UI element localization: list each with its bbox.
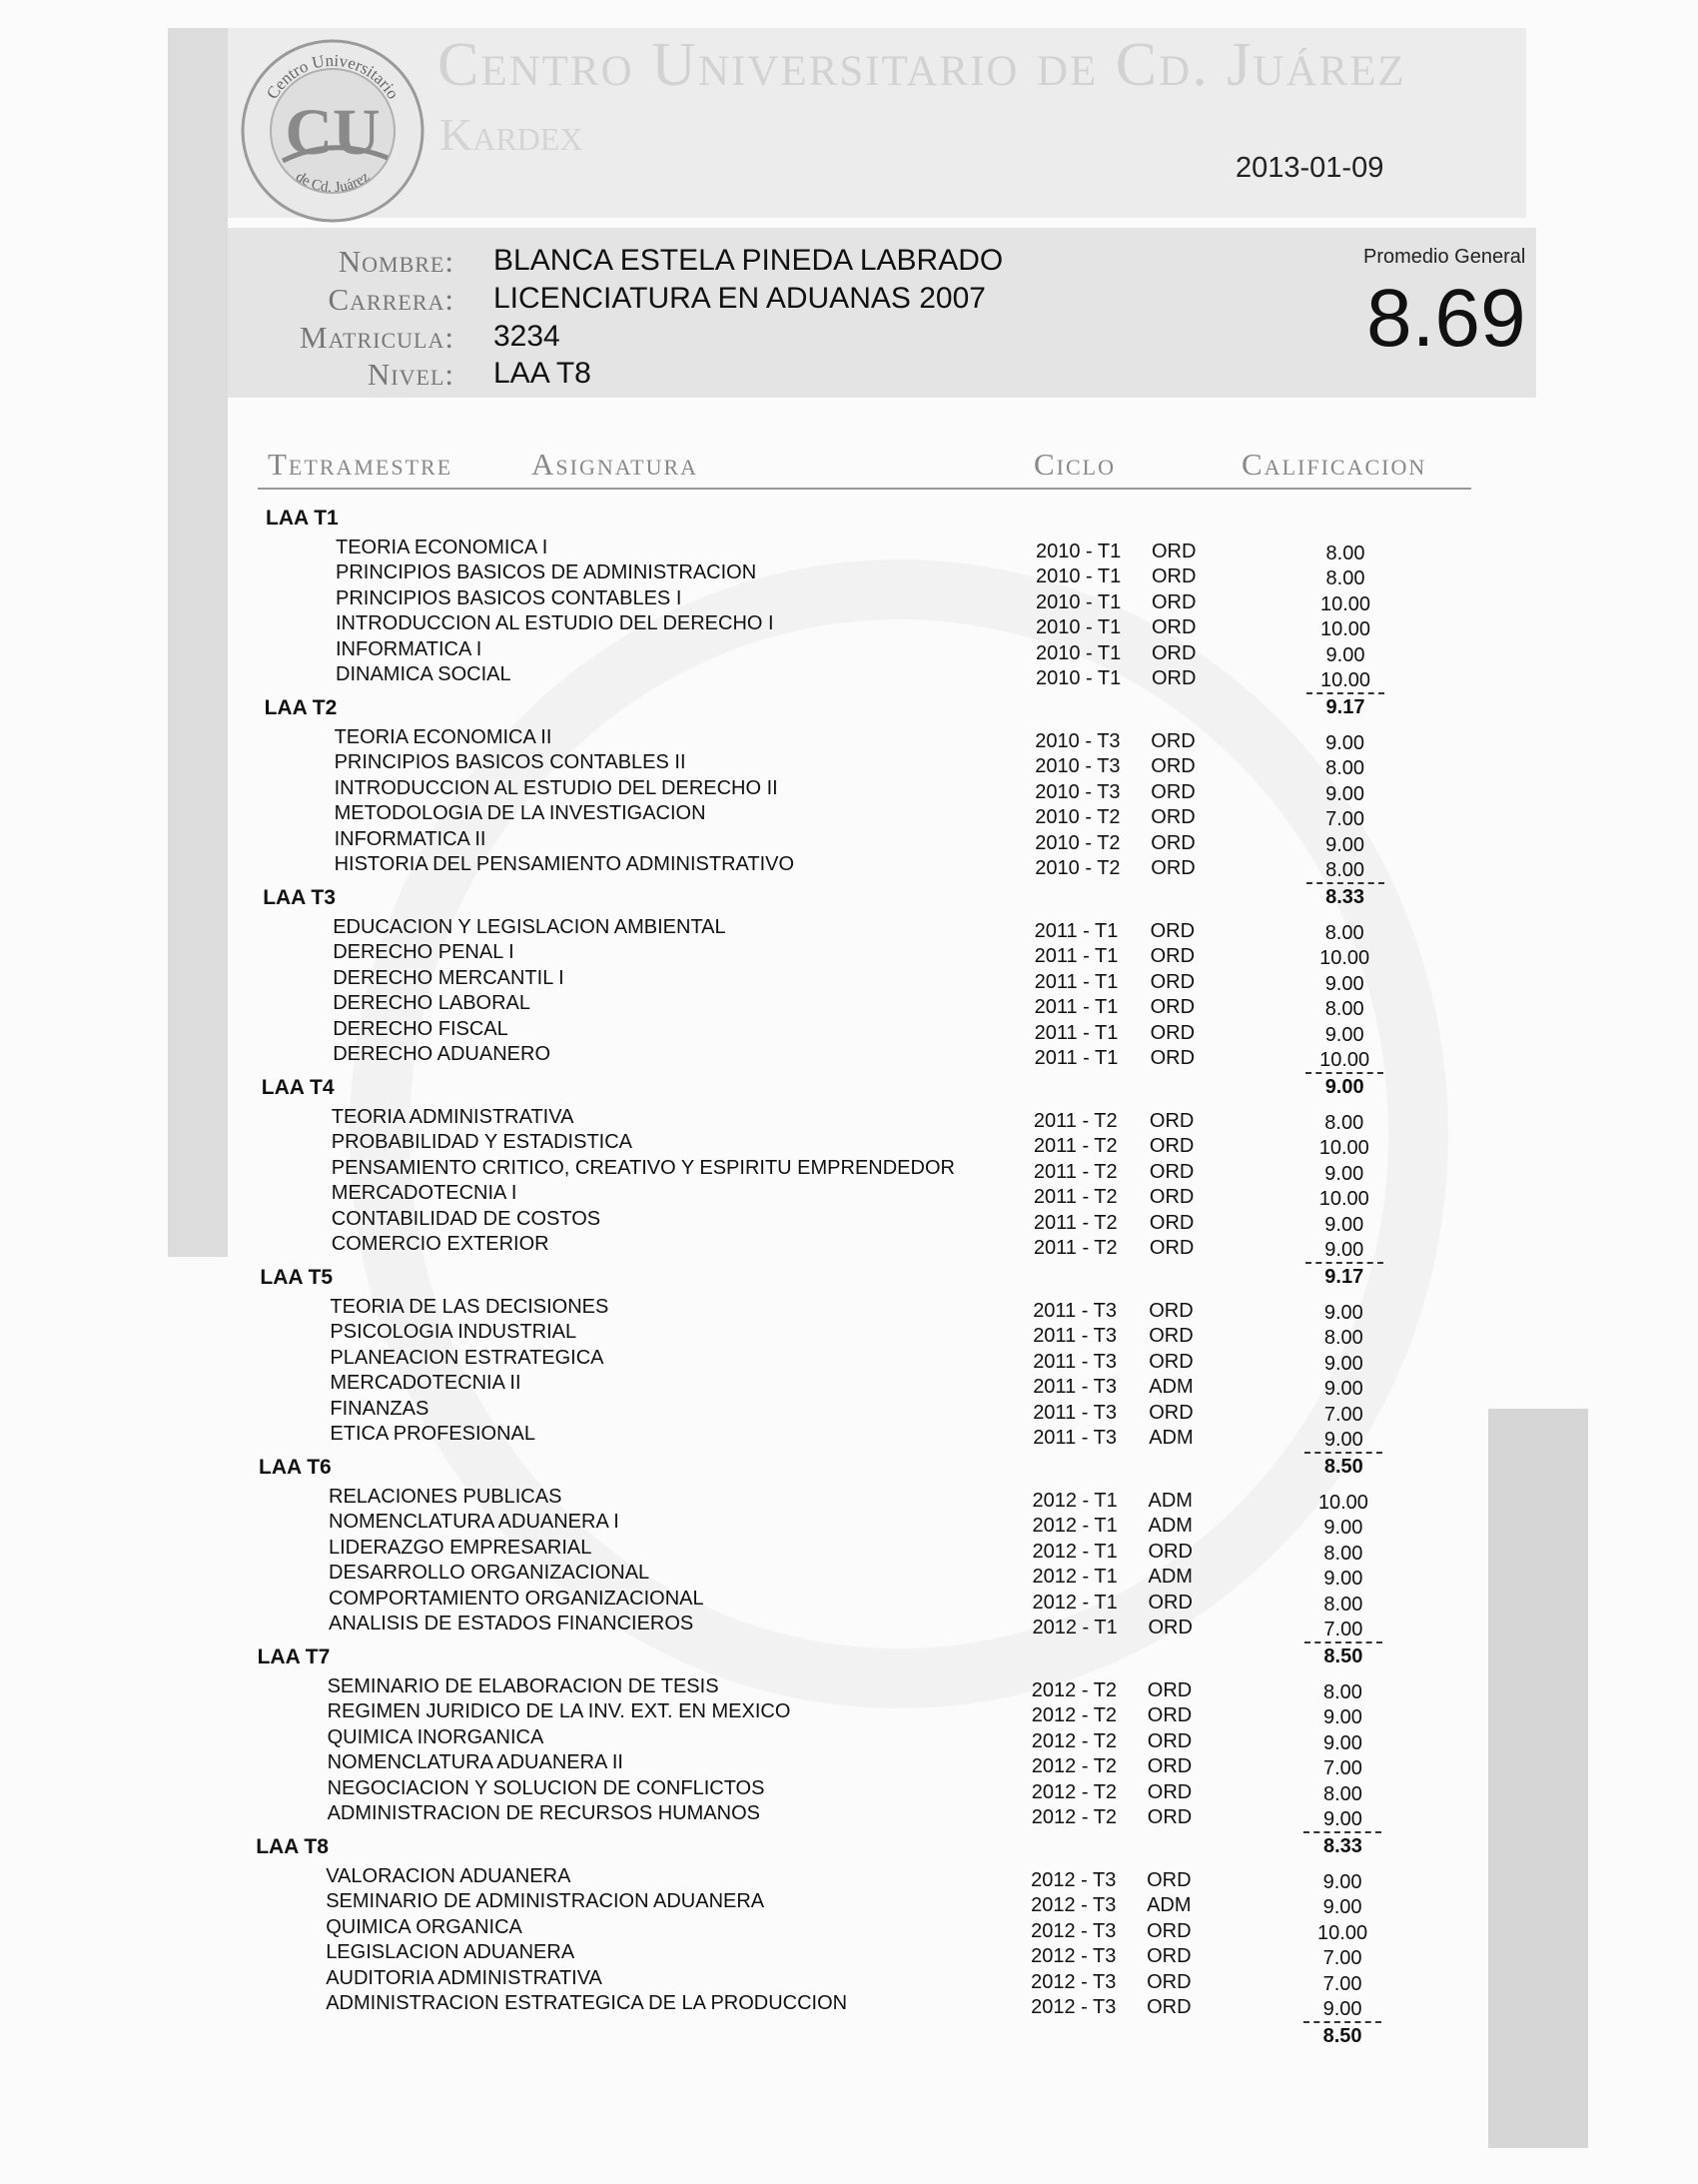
document-date: 2013-01-09 [1236, 152, 1384, 184]
course-type: ORD [1149, 1325, 1194, 1348]
course-type: ORD [1148, 1591, 1193, 1614]
course-name: VALORACION ADUANERA [326, 1865, 571, 1887]
course-grade: 8.00 [1325, 567, 1365, 590]
student-level: LAA T8 [493, 357, 591, 390]
course-type: ORD [1149, 1160, 1195, 1183]
term-average: 9.17 [1324, 1266, 1364, 1289]
course-grade: 9.00 [1324, 972, 1364, 995]
term-average: 8.33 [1323, 1835, 1362, 1858]
course-type: ORD [1152, 667, 1197, 689]
course-grade: 10.00 [1317, 1492, 1368, 1514]
course-type: ORD [1147, 1869, 1192, 1891]
course-grade: 7.00 [1325, 808, 1365, 831]
course-name: FINANZAS [330, 1397, 429, 1420]
course-name: PENSAMIENTO CRITICO, CREATIVO Y ESPIRITU EMPRENDEDOR [331, 1156, 955, 1179]
average-rule [1303, 1831, 1381, 1833]
course-type: ORD [1149, 1211, 1195, 1234]
course-grade: 8.00 [1323, 1593, 1363, 1616]
seal-text-bottom: de Cd. Juárez [292, 169, 374, 197]
term-average: 9.00 [1324, 1076, 1364, 1099]
term-average: 8.33 [1325, 886, 1365, 909]
course-cycle: 2010 - T1 [1036, 590, 1122, 613]
course-grade: 9.00 [1325, 732, 1365, 754]
course-type: ORD [1150, 945, 1196, 968]
course-type: ADM [1149, 1427, 1194, 1449]
course-cycle: 2012 - T2 [1031, 1704, 1118, 1727]
course-name: INTRODUCCION AL ESTUDIO DEL DERECHO I [336, 612, 774, 635]
course-type: ORD [1149, 1350, 1194, 1373]
course-type: ORD [1152, 641, 1197, 664]
course-type: ORD [1150, 970, 1196, 993]
course-name: MERCADOTECNIA II [330, 1372, 521, 1395]
course-grade: 9.00 [1325, 833, 1365, 856]
course-type: ADM [1148, 1515, 1193, 1538]
term-average: 9.17 [1325, 696, 1365, 719]
course-name: REGIMEN JURIDICO DE LA INV. EXT. EN MEXICO [327, 1700, 791, 1723]
course-grade: 9.00 [1322, 1896, 1362, 1919]
course-grade: 10.00 [1318, 1137, 1369, 1160]
course-cycle: 2012 - T2 [1031, 1729, 1118, 1752]
average-rule [1304, 1641, 1382, 1643]
course-type: ORD [1149, 1135, 1195, 1158]
term-title: LAA T2 [264, 696, 338, 719]
course-type: ADM [1148, 1490, 1193, 1512]
course-grade: 7.00 [1322, 1947, 1362, 1970]
course-type: ORD [1147, 1729, 1193, 1752]
course-cycle: 2010 - T1 [1036, 667, 1122, 689]
course-cycle: 2011 - T1 [1034, 996, 1119, 1019]
course-cycle: 2012 - T1 [1032, 1566, 1118, 1589]
term-average: 8.50 [1323, 1456, 1363, 1479]
id-label: Matricula: [300, 320, 454, 355]
course-type: ORD [1147, 1679, 1193, 1701]
course-type: ORD [1151, 857, 1196, 879]
course-type: ORD [1149, 1401, 1194, 1424]
course-name: LIDERAZGO EMPRESARIAL [329, 1536, 592, 1559]
course-grade: 7.00 [1323, 1403, 1363, 1426]
course-name: DINAMICA SOCIAL [336, 663, 511, 685]
student-career: LICENCIATURA EN ADUANAS 2007 [493, 282, 986, 315]
course-name: TEORIA ECONOMICA II [334, 726, 552, 748]
course-cycle: 2010 - T3 [1035, 755, 1121, 778]
general-average-value: 8.69 [1366, 273, 1526, 364]
course-type: ORD [1148, 1617, 1193, 1638]
course-cycle: 2012 - T3 [1031, 1970, 1117, 1993]
course-cycle: 2011 - T1 [1034, 945, 1119, 968]
course-type: ADM [1147, 1894, 1192, 1917]
course-type: ORD [1151, 831, 1196, 854]
course-name: PLANEACION ESTRATEGICA [330, 1346, 604, 1369]
course-grade: 8.00 [1323, 1542, 1363, 1565]
course-grade: 9.00 [1323, 1568, 1363, 1591]
course-grade: 8.00 [1323, 1782, 1362, 1805]
average-rule [1306, 692, 1384, 694]
course-cycle: 2012 - T3 [1031, 1945, 1117, 1968]
course-type: ORD [1150, 920, 1196, 942]
course-cycle: 2010 - T1 [1036, 541, 1122, 562]
course-name: LEGISLACION ADUANERA [326, 1941, 575, 1964]
course-cycle: 2010 - T3 [1035, 730, 1121, 752]
course-cycle: 2012 - T1 [1032, 1540, 1118, 1563]
term-title: LAA T6 [259, 1456, 332, 1479]
course-grade: 10.00 [1319, 1049, 1370, 1071]
course-cycle: 2012 - T3 [1031, 1894, 1117, 1917]
term-average: 8.50 [1322, 2025, 1362, 2048]
course-cycle: 2012 - T1 [1032, 1490, 1118, 1512]
course-cycle: 2010 - T1 [1036, 641, 1122, 664]
course-name: QUIMICA INORGANICA [327, 1725, 544, 1748]
course-type: ORD [1151, 780, 1196, 803]
course-type: ORD [1147, 1755, 1193, 1778]
course-grade: 8.00 [1323, 1681, 1362, 1703]
course-grade: 10.00 [1319, 669, 1371, 691]
course-name: HISTORIA DEL PENSAMIENTO ADMINISTRATIVO [334, 853, 795, 875]
course-type: ORD [1150, 1021, 1196, 1044]
course-type: ORD [1152, 565, 1197, 588]
course-type: ORD [1147, 1996, 1192, 2018]
course-type: ORD [1152, 616, 1197, 639]
course-cycle: 2010 - T2 [1035, 857, 1121, 879]
course-type: ORD [1152, 590, 1197, 613]
course-name: ETICA PROFESIONAL [330, 1423, 535, 1445]
term-title: LAA T7 [257, 1645, 331, 1668]
course-grade: 9.00 [1325, 782, 1365, 805]
course-name: INTRODUCCION AL ESTUDIO DEL DERECHO II [334, 776, 778, 799]
column-header-grade: Calificacion [1242, 447, 1427, 482]
course-grade: 8.00 [1324, 922, 1364, 944]
course-type: ORD [1152, 541, 1197, 562]
course-cycle: 2011 - T2 [1033, 1160, 1118, 1183]
course-name: NEGOCIACION Y SOLUCION DE CONFLICTOS [327, 1776, 765, 1799]
course-type: ORD [1149, 1237, 1195, 1259]
course-type: ORD [1147, 1945, 1192, 1968]
course-type: ORD [1149, 1300, 1194, 1322]
course-name: SEMINARIO DE ELABORACION DE TESIS [327, 1675, 719, 1697]
course-cycle: 2011 - T3 [1033, 1427, 1117, 1449]
course-cycle: 2012 - T1 [1032, 1591, 1118, 1614]
course-name: DERECHO LABORAL [333, 992, 531, 1015]
term-title: LAA T3 [263, 886, 336, 909]
course-cycle: 2011 - T2 [1033, 1211, 1118, 1234]
course-name: DERECHO FISCAL [333, 1017, 508, 1040]
course-name: ADMINISTRACION ESTRATEGICA DE LA PRODUCCION [326, 1992, 848, 2014]
course-grade: 9.00 [1322, 1998, 1362, 2020]
course-grade: 9.00 [1324, 1239, 1364, 1261]
course-name: RELACIONES PUBLICAS [329, 1486, 562, 1508]
general-average-label: Promedio General [1363, 246, 1526, 268]
course-grade: 9.00 [1322, 1871, 1362, 1893]
course-cycle: 2011 - T3 [1033, 1350, 1117, 1373]
course-name: ANALISIS DE ESTADOS FINANCIEROS [329, 1613, 694, 1635]
course-name: NOMENCLATURA ADUANERA I [329, 1511, 619, 1534]
course-name: QUIMICA ORGANICA [326, 1915, 522, 1938]
course-cycle: 2011 - T3 [1033, 1376, 1117, 1399]
course-grade: 9.00 [1323, 1302, 1363, 1324]
course-cycle: 2011 - T3 [1033, 1300, 1117, 1322]
course-cycle: 2010 - T1 [1036, 616, 1122, 639]
course-cycle: 2012 - T3 [1031, 1996, 1117, 2018]
course-name: DERECHO MERCANTIL I [333, 966, 564, 989]
term-average: 8.50 [1323, 1645, 1363, 1668]
course-grade: 9.00 [1323, 1378, 1363, 1401]
average-rule [1305, 1262, 1383, 1264]
course-name: CONTABILIDAD DE COSTOS [331, 1207, 601, 1230]
name-label: Nombre: [338, 244, 454, 279]
course-name: INFORMATICA I [336, 637, 482, 660]
term-title: LAA T1 [266, 507, 339, 530]
course-type: ORD [1147, 1919, 1192, 1942]
course-cycle: 2011 - T2 [1033, 1135, 1118, 1158]
course-cycle: 2012 - T2 [1031, 1679, 1118, 1701]
course-cycle: 2010 - T2 [1035, 806, 1121, 829]
student-id: 3234 [493, 320, 560, 353]
course-cycle: 2012 - T1 [1032, 1515, 1118, 1538]
column-header-term: Tetramestre [268, 447, 453, 482]
course-type: ORD [1148, 1540, 1193, 1563]
course-cycle: 2012 - T3 [1031, 1869, 1117, 1891]
course-type: ORD [1150, 1047, 1196, 1069]
course-grade: 9.00 [1324, 1023, 1364, 1046]
career-label: Carrera: [328, 282, 454, 317]
course-cycle: 2011 - T1 [1034, 1047, 1119, 1069]
course-name: COMPORTAMIENTO ORGANIZACIONAL [329, 1587, 704, 1610]
course-cycle: 2010 - T3 [1035, 780, 1121, 803]
course-name: MERCADOTECNIA I [331, 1182, 517, 1205]
course-cycle: 2011 - T1 [1034, 1021, 1119, 1044]
course-grade: 8.00 [1325, 859, 1365, 881]
course-grade: 8.00 [1325, 543, 1365, 564]
course-grade: 9.00 [1323, 1517, 1363, 1540]
course-cycle: 2010 - T1 [1036, 565, 1122, 588]
course-cycle: 2011 - T3 [1033, 1401, 1117, 1424]
average-rule [1305, 1072, 1383, 1074]
course-name: AUDITORIA ADMINISTRATIVA [326, 1966, 602, 1989]
course-cycle: 2011 - T1 [1034, 970, 1119, 993]
course-name: COMERCIO EXTERIOR [331, 1233, 549, 1255]
course-type: ORD [1147, 1780, 1193, 1803]
course-grade: 8.00 [1323, 1327, 1363, 1350]
term-title: LAA T4 [261, 1076, 335, 1099]
course-grade: 7.00 [1323, 1757, 1362, 1780]
course-name: ADMINISTRACION DE RECURSOS HUMANOS [327, 1802, 760, 1824]
course-cycle: 2012 - T2 [1031, 1755, 1118, 1778]
course-cycle: 2011 - T1 [1034, 920, 1119, 942]
course-name: NOMENCLATURA ADUANERA II [327, 1751, 623, 1774]
course-grade: 7.00 [1322, 1972, 1362, 1995]
course-grade: 9.00 [1324, 1162, 1364, 1185]
average-rule [1303, 2021, 1381, 2023]
course-grade: 10.00 [1317, 1921, 1368, 1944]
course-name: PRINCIPIOS BASICOS CONTABLES I [336, 586, 682, 609]
course-grade: 10.00 [1318, 1188, 1369, 1211]
course-name: DERECHO ADUANERO [333, 1043, 550, 1065]
column-header-cycle: Ciclo [1034, 447, 1117, 482]
course-grade: 9.00 [1323, 1808, 1362, 1830]
course-grade: 8.00 [1324, 998, 1364, 1021]
course-type: ADM [1148, 1566, 1193, 1589]
course-grade: 9.00 [1324, 1213, 1364, 1236]
course-grade: 9.00 [1323, 1352, 1363, 1375]
seal-letters: CU [285, 96, 381, 169]
course-grade: 9.00 [1323, 1731, 1362, 1754]
course-grade: 10.00 [1319, 947, 1370, 970]
course-type: ORD [1151, 755, 1196, 778]
course-name: SEMINARIO DE ADMINISTRACION ADUANERA [326, 1890, 765, 1913]
term-title: LAA T8 [256, 1835, 329, 1858]
course-type: ORD [1147, 1806, 1193, 1828]
course-grade: 9.00 [1325, 643, 1365, 666]
course-type: ORD [1151, 806, 1196, 829]
course-name: TEORIA DE LAS DECISIONES [330, 1296, 609, 1318]
student-name: BLANCA ESTELA PINEDA LABRADO [493, 244, 1004, 277]
course-name: PRINCIPIOS BASICOS CONTABLES II [334, 751, 686, 774]
average-rule [1304, 1452, 1382, 1454]
level-label: Nivel: [367, 357, 454, 392]
course-cycle: 2011 - T3 [1033, 1325, 1117, 1348]
course-name: PRINCIPIOS BASICOS DE ADMINISTRACION [336, 561, 757, 584]
seal-text-top: Centro Universitario [262, 50, 404, 103]
course-type: ORD [1147, 1970, 1192, 1993]
average-rule [1306, 882, 1384, 884]
course-name: INFORMATICA II [334, 827, 486, 850]
course-name: EDUCACION Y LEGISLACION AMBIENTAL [333, 916, 726, 938]
course-grade: 10.00 [1319, 618, 1371, 641]
term-title: LAA T5 [260, 1266, 334, 1289]
course-type: ORD [1149, 1110, 1195, 1132]
column-header-subject: Asignatura [531, 447, 699, 482]
document-type: Kardex [439, 109, 583, 160]
course-type: ORD [1151, 730, 1196, 752]
course-type: ADM [1149, 1376, 1194, 1399]
course-name: DERECHO PENAL I [333, 941, 514, 964]
course-name: DESARROLLO ORGANIZACIONAL [329, 1562, 650, 1585]
course-cycle: 2012 - T2 [1031, 1780, 1118, 1803]
institution-name: Centro Universitario de Cd. Juárez [437, 31, 1406, 99]
course-cycle: 2012 - T3 [1031, 1919, 1117, 1942]
course-grade: 8.00 [1325, 757, 1365, 780]
course-type: ORD [1149, 1186, 1195, 1209]
course-grade: 8.00 [1324, 1112, 1364, 1134]
course-name: TEORIA ECONOMICA I [336, 537, 548, 558]
course-name: METODOLOGIA DE LA INVESTIGACION [334, 802, 706, 825]
course-grade: 10.00 [1319, 592, 1371, 615]
course-grade: 9.00 [1323, 1706, 1362, 1729]
course-cycle: 2011 - T2 [1033, 1110, 1118, 1132]
course-cycle: 2011 - T2 [1033, 1186, 1118, 1209]
course-cycle: 2012 - T2 [1031, 1806, 1118, 1828]
course-grade: 7.00 [1323, 1619, 1363, 1640]
course-name: TEORIA ADMINISTRATIVA [331, 1106, 574, 1128]
course-type: ORD [1147, 1704, 1193, 1727]
course-cycle: 2010 - T2 [1035, 831, 1121, 854]
course-type: ORD [1150, 996, 1196, 1019]
course-cycle: 2011 - T2 [1033, 1237, 1118, 1259]
course-name: PSICOLOGIA INDUSTRIAL [330, 1321, 577, 1344]
course-grade: 9.00 [1323, 1429, 1363, 1451]
course-name: PROBABILIDAD Y ESTADISTICA [331, 1131, 632, 1154]
course-cycle: 2012 - T1 [1032, 1617, 1118, 1638]
